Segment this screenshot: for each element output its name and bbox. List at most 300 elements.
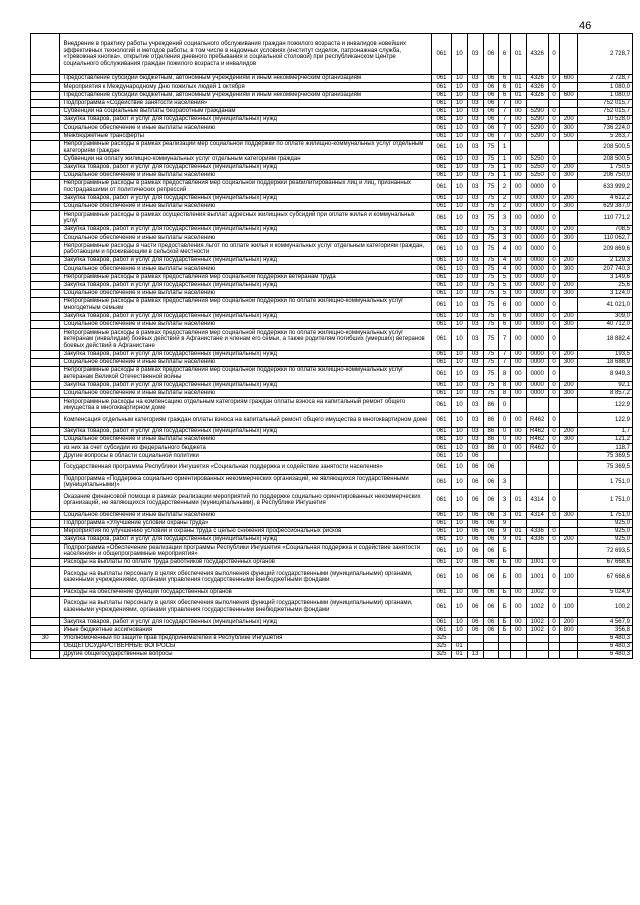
col-extra: 0 — [548, 436, 560, 444]
table-row — [31, 289, 633, 297]
table-row — [31, 163, 633, 171]
col-ved: 061 — [431, 171, 451, 179]
col-vr — [560, 398, 578, 413]
col-pr: 03 — [467, 234, 483, 242]
col-ved: 061 — [431, 329, 451, 350]
col-vr — [560, 242, 578, 257]
col-program: 06 — [483, 559, 499, 567]
row-sum: 121,2 — [578, 436, 633, 444]
col-subprogram: 8 — [499, 367, 511, 382]
col-direction: 0000 — [526, 265, 548, 273]
col-ved: 061 — [431, 34, 451, 75]
row-number — [31, 226, 60, 234]
col-event: 00 — [510, 273, 526, 281]
row-sum: 708,5 — [578, 226, 633, 234]
col-direction: 5290 — [526, 124, 548, 132]
col-vr — [560, 329, 578, 350]
row-name: Социальное обеспечение и иные выплаты населению — [60, 511, 432, 519]
table-row — [31, 642, 633, 650]
col-direction — [526, 398, 548, 413]
row-sum: 67 668,6 — [578, 567, 633, 588]
col-direction: 1001 — [526, 559, 548, 567]
col-program: 06 — [483, 107, 499, 115]
row-name: Закупка товаров, работ и услуг для государственных (муниципальных) нужд — [60, 116, 432, 124]
row-sum: 18 688,9 — [578, 358, 633, 366]
col-event: 01 — [510, 34, 526, 75]
row-sum: 6 480,3 — [578, 642, 633, 650]
col-direction: R462 — [526, 427, 548, 435]
col-ved: 061 — [431, 398, 451, 413]
col-pr: 03 — [467, 171, 483, 179]
col-rz: 10 — [451, 132, 467, 140]
col-extra: 0 — [548, 567, 560, 588]
row-name: Внедрение в практику работы учреждений социального обслуживания граждан пожилого возраста и инвалидов новейших эффективных технологий и методов работы, в том числе в надомных условиях (институт сиделок, патронажная служба, «тревожная кнопка», открытие отделения дневного пребывания и социальной столовой) при республиканском Центре социального обслуживания граждан пожилого возраста и инвалидов — [60, 34, 432, 75]
col-pr: 03 — [467, 83, 483, 91]
col-rz — [451, 634, 467, 642]
row-sum: 5 024,9 — [578, 588, 633, 596]
row-name: Закупка товаров, работ и услуг для государственных (муниципальных) нужд — [60, 281, 432, 289]
col-extra: 0 — [548, 257, 560, 265]
col-pr: 03 — [467, 140, 483, 155]
row-name: Непрограммные расходы в части предоставления льгот по оплате жилья и коммунальных услуг отдельным категориям граждан, работающим и проживающим в сельской местности — [60, 242, 432, 257]
col-direction: 5250 — [526, 163, 548, 171]
col-program: 75 — [483, 350, 499, 358]
col-subprogram: 2 — [499, 203, 511, 211]
row-name: Непрограммные расходы в рамках реализации мер социальной поддержки по оплате жилищно-коммунальных услуг отдельным категориям граждан — [60, 140, 432, 155]
col-direction: 0000 — [526, 242, 548, 257]
col-extra: 0 — [548, 180, 560, 195]
col-rz: 10 — [451, 273, 467, 281]
row-number — [31, 194, 60, 202]
col-rz: 10 — [451, 427, 467, 435]
col-vr — [560, 273, 578, 281]
row-number — [31, 460, 60, 475]
col-event: 01 — [510, 83, 526, 91]
row-sum: 72 693,5 — [578, 544, 633, 559]
row-number — [31, 329, 60, 350]
budget-table-body — [31, 34, 633, 659]
col-program: 06 — [483, 596, 499, 617]
row-number — [31, 358, 60, 366]
col-pr: 03 — [467, 265, 483, 273]
row-number — [31, 321, 60, 329]
col-vr: 200 — [560, 618, 578, 626]
col-rz: 10 — [451, 536, 467, 544]
col-pr: 03 — [467, 34, 483, 75]
row-number — [31, 289, 60, 297]
col-ved: 061 — [431, 511, 451, 519]
col-subprogram: 9 — [499, 519, 511, 527]
row-name: Другие вопросы в области социальной политики — [60, 452, 432, 460]
col-rz: 10 — [451, 34, 467, 75]
row-name: Непрограммные расходы в рамках предоставления мер социальной поддержки по оплате жилищно-коммунальных услуг ветеранам (инвалидам) боевых действий в Афганистане и членам его семьи, а также родителям погибших (умерших) ветеранов боевых действий в Афганистане — [60, 329, 432, 350]
col-event: 00 — [510, 444, 526, 452]
col-extra — [548, 642, 560, 650]
col-ved: 061 — [431, 358, 451, 366]
col-program: 75 — [483, 234, 499, 242]
row-number — [31, 519, 60, 527]
row-number — [31, 298, 60, 313]
row-name: Непрограммные расходы в рамках предоставления мер социальной поддержки по оплате жилищно-коммунальных услуг ветеранам Великой Отечественной войны — [60, 367, 432, 382]
col-event: 00 — [510, 567, 526, 588]
col-program: 75 — [483, 140, 499, 155]
col-subprogram: 3 — [499, 511, 511, 519]
col-ved: 061 — [431, 273, 451, 281]
col-direction: 0000 — [526, 226, 548, 234]
row-sum: 5 263,7 — [578, 132, 633, 140]
col-rz: 10 — [451, 511, 467, 519]
col-vr: 500 — [560, 132, 578, 140]
col-pr: 03 — [467, 163, 483, 171]
col-event — [510, 642, 526, 650]
col-ved: 061 — [431, 75, 451, 83]
col-vr: 200 — [560, 194, 578, 202]
col-subprogram: Б — [499, 567, 511, 588]
col-program: 86 — [483, 427, 499, 435]
col-vr — [560, 634, 578, 642]
col-vr — [560, 651, 578, 659]
table-row — [31, 511, 633, 519]
row-number — [31, 618, 60, 626]
col-subprogram: 5 — [499, 289, 511, 297]
row-name: Подпрограмма «Обеспечение реализации программы Республики Ингушетия «Социальная поддержка и содействие занятости населения» и общепрограммные мероприятия» — [60, 544, 432, 559]
col-extra: 0 — [548, 34, 560, 75]
row-number — [31, 651, 60, 659]
col-pr: 03 — [467, 289, 483, 297]
row-sum: 193,5 — [578, 350, 633, 358]
col-ved: 061 — [431, 163, 451, 171]
row-sum: 67 668,6 — [578, 559, 633, 567]
row-sum: 75 369,5 — [578, 460, 633, 475]
col-program: 75 — [483, 163, 499, 171]
col-pr: 03 — [467, 257, 483, 265]
col-vr — [560, 444, 578, 452]
col-pr: 06 — [467, 452, 483, 460]
col-program: 75 — [483, 226, 499, 234]
col-ved: 061 — [431, 140, 451, 155]
row-name: Закупка товаров, работ и услуг для государственных (муниципальных) нужд — [60, 163, 432, 171]
table-row — [31, 381, 633, 389]
col-rz: 10 — [451, 265, 467, 273]
table-row — [31, 257, 633, 265]
col-program: 75 — [483, 390, 499, 398]
col-program: 06 — [483, 475, 499, 490]
col-program: 06 — [483, 618, 499, 626]
col-program: 86 — [483, 436, 499, 444]
col-extra: 0 — [548, 588, 560, 596]
col-subprogram: 7 — [499, 107, 511, 115]
row-number: 30 — [31, 634, 60, 642]
table-row — [31, 321, 633, 329]
col-direction: 5290 — [526, 116, 548, 124]
col-ved: 061 — [431, 155, 451, 163]
col-direction: 0000 — [526, 329, 548, 350]
col-program: 75 — [483, 381, 499, 389]
col-subprogram — [499, 642, 511, 650]
row-name: Закупка товаров, работ и услуг для государственных (муниципальных) нужд — [60, 312, 432, 320]
table-row — [31, 444, 633, 452]
col-event — [510, 519, 526, 527]
row-name: Подпрограмма «Улучшение условий охраны труда» — [60, 519, 432, 527]
col-extra: 0 — [548, 559, 560, 567]
col-pr: 03 — [467, 99, 483, 107]
col-program: 06 — [483, 511, 499, 519]
col-extra: 0 — [548, 413, 560, 428]
col-direction: 4326 — [526, 91, 548, 99]
col-event: 00 — [510, 132, 526, 140]
table-row — [31, 544, 633, 559]
col-extra: 0 — [548, 358, 560, 366]
col-program: 06 — [483, 34, 499, 75]
col-program: 06 — [483, 626, 499, 634]
col-direction — [526, 634, 548, 642]
col-event: 00 — [510, 180, 526, 195]
col-subprogram: 7 — [499, 358, 511, 366]
row-number — [31, 132, 60, 140]
row-number — [31, 107, 60, 115]
row-number — [31, 124, 60, 132]
col-pr: 03 — [467, 180, 483, 195]
col-subprogram: 0 — [499, 413, 511, 428]
col-program: 75 — [483, 171, 499, 179]
row-name: Социальное обеспечение и иные выплаты населению — [60, 265, 432, 273]
col-extra: 0 — [548, 211, 560, 226]
col-subprogram: 7 — [499, 116, 511, 124]
col-event: 00 — [510, 194, 526, 202]
col-direction — [526, 651, 548, 659]
row-name: Расходы на выплаты по оплате труда работников государственных органов — [60, 559, 432, 567]
col-event: 01 — [510, 91, 526, 99]
col-vr: 200 — [560, 350, 578, 358]
row-number — [31, 99, 60, 107]
table-row — [31, 91, 633, 99]
col-ved: 061 — [431, 91, 451, 99]
col-ved: 061 — [431, 567, 451, 588]
col-program: 75 — [483, 155, 499, 163]
col-rz: 10 — [451, 559, 467, 567]
row-sum: 1 751,0 — [578, 490, 633, 511]
col-event: 00 — [510, 626, 526, 634]
col-subprogram: 3 — [499, 490, 511, 511]
col-vr: 100 — [560, 567, 578, 588]
table-row — [31, 618, 633, 626]
col-pr: 03 — [467, 381, 483, 389]
col-direction: 0000 — [526, 381, 548, 389]
row-sum: 3 149,6 — [578, 273, 633, 281]
col-subprogram: 3 — [499, 226, 511, 234]
row-name: Социальное обеспечение и иные выплаты населению — [60, 289, 432, 297]
col-subprogram: 8 — [499, 381, 511, 389]
col-direction: 0000 — [526, 321, 548, 329]
col-event: 01 — [510, 527, 526, 535]
row-number — [31, 211, 60, 226]
col-subprogram — [499, 452, 511, 460]
col-program: 75 — [483, 265, 499, 273]
col-extra: 0 — [548, 536, 560, 544]
col-program: 75 — [483, 358, 499, 366]
col-ved: 061 — [431, 452, 451, 460]
col-vr: 300 — [560, 289, 578, 297]
col-extra: 0 — [548, 75, 560, 83]
col-extra: 0 — [548, 390, 560, 398]
col-subprogram: 6 — [499, 83, 511, 91]
table-row — [31, 226, 633, 234]
col-vr: 300 — [560, 203, 578, 211]
row-name: Мероприятия к Международному Дню пожилых людей 1 октября — [60, 83, 432, 91]
col-event: 00 — [510, 163, 526, 171]
col-rz: 10 — [451, 475, 467, 490]
col-ved: 061 — [431, 194, 451, 202]
col-extra — [548, 460, 560, 475]
col-vr — [560, 490, 578, 511]
col-event: 01 — [510, 511, 526, 519]
row-sum: 208 500,5 — [578, 155, 633, 163]
col-event: 00 — [510, 99, 526, 107]
col-subprogram: 1 — [499, 155, 511, 163]
table-row — [31, 34, 633, 75]
row-name: Расходы на выплаты персоналу в целях обеспечения выполнения функций государственными (муниципальными) органами, казенными учреждениями, органами управления государственными внебюджетными фондами — [60, 596, 432, 617]
col-ved: 061 — [431, 475, 451, 490]
row-sum: 8 857,2 — [578, 390, 633, 398]
row-number — [31, 242, 60, 257]
col-rz: 10 — [451, 211, 467, 226]
col-pr — [467, 642, 483, 650]
col-direction — [526, 99, 548, 107]
table-row — [31, 116, 633, 124]
row-sum: 110 062,7 — [578, 234, 633, 242]
col-event: 00 — [510, 155, 526, 163]
row-sum: 1 080,0 — [578, 83, 633, 91]
col-rz: 10 — [451, 116, 467, 124]
row-name: Социальное обеспечение и иные выплаты населению — [60, 436, 432, 444]
row-name: ОБЩЕГОСУДАРСТВЕННЫЕ ВОПРОСЫ — [60, 642, 432, 650]
col-vr — [560, 155, 578, 163]
col-subprogram: 6 — [499, 75, 511, 83]
col-event: 01 — [510, 536, 526, 544]
col-vr — [560, 367, 578, 382]
row-sum: 10 528,0 — [578, 116, 633, 124]
col-pr: 03 — [467, 312, 483, 320]
row-number — [31, 281, 60, 289]
row-name: Закупка товаров, работ и услуг для государственных (муниципальных) нужд — [60, 350, 432, 358]
table-row — [31, 180, 633, 195]
row-number — [31, 413, 60, 428]
col-subprogram: 6 — [499, 34, 511, 75]
col-pr: 06 — [467, 567, 483, 588]
row-number — [31, 588, 60, 596]
col-pr: 03 — [467, 281, 483, 289]
col-ved: 061 — [431, 390, 451, 398]
col-ved: 061 — [431, 350, 451, 358]
row-number — [31, 265, 60, 273]
table-row — [31, 596, 633, 617]
col-pr: 03 — [467, 124, 483, 132]
table-row — [31, 559, 633, 567]
col-rz: 10 — [451, 107, 467, 115]
table-row — [31, 490, 633, 511]
col-extra — [548, 651, 560, 659]
col-event — [510, 398, 526, 413]
col-rz: 10 — [451, 358, 467, 366]
col-ved: 061 — [431, 203, 451, 211]
col-direction: 0000 — [526, 257, 548, 265]
col-pr: 06 — [467, 596, 483, 617]
col-pr: 03 — [467, 321, 483, 329]
table-row — [31, 519, 633, 527]
col-program: 06 — [483, 91, 499, 99]
table-row — [31, 358, 633, 366]
table-row — [31, 427, 633, 435]
row-sum: 633 999,2 — [578, 180, 633, 195]
row-number — [31, 367, 60, 382]
col-event — [510, 140, 526, 155]
row-sum: 736 224,0 — [578, 124, 633, 132]
col-extra: 0 — [548, 596, 560, 617]
col-event: 00 — [510, 226, 526, 234]
col-program: 06 — [483, 490, 499, 511]
row-number — [31, 234, 60, 242]
row-name: Закупка товаров, работ и услуг для государственных (муниципальных) нужд — [60, 194, 432, 202]
table-row — [31, 452, 633, 460]
col-rz: 10 — [451, 91, 467, 99]
col-direction — [526, 140, 548, 155]
table-row — [31, 99, 633, 107]
row-sum: 40 712,0 — [578, 321, 633, 329]
col-rz: 10 — [451, 289, 467, 297]
budget-table — [30, 33, 633, 659]
col-extra: 0 — [548, 444, 560, 452]
row-name: Расходы на выплаты персоналу в целях обеспечения выполнения функций государственными (муниципальными) органами, казенными учреждениями, органами управления государственными внебюджетными фондами — [60, 567, 432, 588]
table-row — [31, 83, 633, 91]
col-ved: 061 — [431, 180, 451, 195]
col-extra: 0 — [548, 618, 560, 626]
col-vr — [560, 559, 578, 567]
col-program: 75 — [483, 211, 499, 226]
col-program: 75 — [483, 312, 499, 320]
row-number — [31, 527, 60, 535]
col-subprogram: 0 — [499, 436, 511, 444]
col-subprogram: Б — [499, 596, 511, 617]
col-event — [510, 544, 526, 559]
col-direction: 4326 — [526, 83, 548, 91]
row-sum: 208 500,5 — [578, 140, 633, 155]
col-direction: 1002 — [526, 588, 548, 596]
row-number — [31, 381, 60, 389]
col-pr: 03 — [467, 367, 483, 382]
row-name: Социальное обеспечение и иные выплаты населению — [60, 124, 432, 132]
col-pr: 06 — [467, 618, 483, 626]
col-rz: 10 — [451, 180, 467, 195]
col-program: 06 — [483, 460, 499, 475]
row-number — [31, 642, 60, 650]
col-program: 75 — [483, 257, 499, 265]
row-sum: 2 728,7 — [578, 34, 633, 75]
col-direction: R462 — [526, 413, 548, 428]
table-row — [31, 211, 633, 226]
col-direction: 0000 — [526, 281, 548, 289]
col-subprogram: 9 — [499, 527, 511, 535]
col-vr: 300 — [560, 436, 578, 444]
col-pr: 03 — [467, 444, 483, 452]
col-rz: 10 — [451, 460, 467, 475]
col-vr: 300 — [560, 390, 578, 398]
row-number — [31, 155, 60, 163]
row-sum: 206 750,0 — [578, 171, 633, 179]
col-extra: 0 — [548, 194, 560, 202]
col-vr: 300 — [560, 124, 578, 132]
table-row — [31, 273, 633, 281]
row-name: из них за счет субсидии из федерального бюджета — [60, 444, 432, 452]
